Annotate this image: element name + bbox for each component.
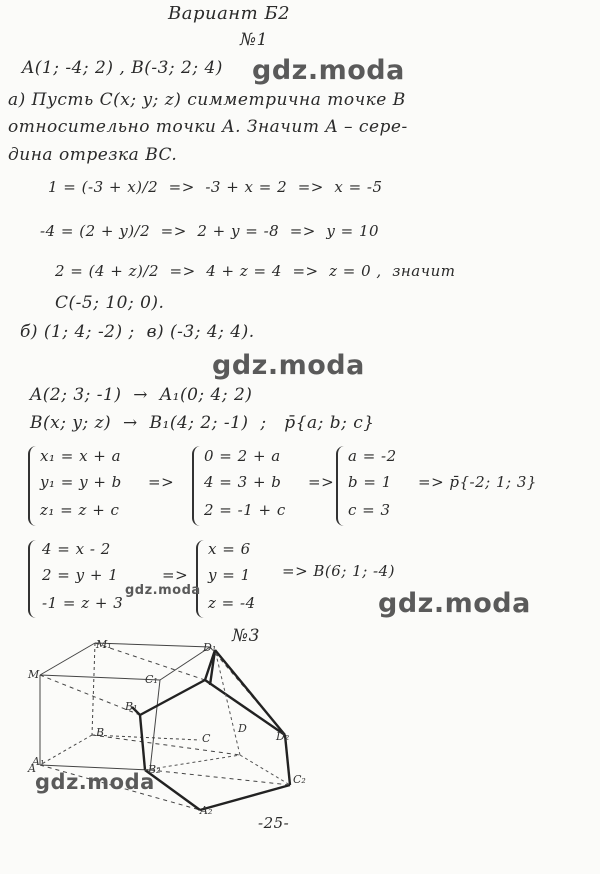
sys4-line-3: -1 = z + 3: [42, 594, 124, 612]
task1-a-intro-1: а) Пусть C(x; y; z) симметрична точке B: [8, 90, 406, 110]
task1-b-answer: б) (1; 4; -2) ; в) (-3; 4; 4).: [20, 322, 255, 342]
task1-eq-y: -4 = (2 + y)/2 => 2 + y = -8 => y = 10: [40, 222, 380, 240]
sys1-line-3: z₁ = z + c: [40, 501, 120, 519]
sys4-line-1: 4 = x - 2: [42, 540, 111, 558]
label-c2: C₂: [293, 773, 306, 786]
prism-translation-figure: [0, 625, 600, 840]
sys5-line-1: x = 6: [208, 540, 251, 558]
sys-arrow-1: =>: [148, 473, 175, 491]
sys2-line-3: 2 = -1 + c: [204, 501, 286, 519]
label-c: C: [202, 732, 211, 745]
task2-map-a: A(2; 3; -1) → A₁(0; 4; 2): [30, 385, 253, 405]
p-vector-result: => p̄{-2; 1; 3}: [418, 473, 537, 491]
label-a2: A₂: [200, 804, 213, 817]
watermark-4: gdz.moda: [35, 770, 155, 794]
sys1-line-2: y₁ = y + b: [40, 473, 122, 491]
task2-map-b: B(x; y; z) → B₁(4; 2; -1) ; p̄{a; b; c}: [30, 413, 375, 433]
sys1-line-1: x₁ = x + a: [40, 447, 122, 465]
b-point-result: => B(6; 1; -4): [282, 562, 395, 580]
variant-title: Вариант Б2: [168, 3, 291, 24]
sys3-line-2: b = 1: [348, 473, 392, 491]
label-d1: D₁: [203, 641, 217, 654]
page-number: -25-: [258, 814, 290, 832]
task1-a-intro-2: относительно точки A. Значит A – сере-: [8, 117, 408, 137]
label-m1: M₁: [96, 638, 112, 651]
task3-number: №3: [232, 626, 260, 646]
sys3-line-1: a = -2: [348, 447, 397, 465]
sys5-line-2: y = 1: [208, 566, 251, 584]
sys-arrow-2: =>: [308, 473, 335, 491]
system-brace-3: [336, 446, 348, 526]
label-b1: B₁: [125, 700, 138, 713]
system-brace-1: [28, 446, 40, 526]
system-brace-2: [192, 446, 204, 526]
label-b2: B₂: [148, 763, 161, 776]
label-a: A: [28, 762, 36, 775]
label-d2: D₂: [276, 730, 290, 743]
sys4-line-2: 2 = y + 1: [42, 566, 119, 584]
sys3-line-3: c = 3: [348, 501, 391, 519]
label-m: M: [28, 668, 40, 681]
task1-a-intro-3: дина отрезка BC.: [8, 145, 178, 165]
task1-eq-x: 1 = (-3 + x)/2 => -3 + x = 2 => x = -5: [48, 178, 383, 196]
sys5-line-3: z = -4: [208, 594, 256, 612]
label-d: D: [238, 722, 247, 735]
label-a1: A₁: [32, 755, 45, 768]
sys2-line-1: 0 = 2 + a: [204, 447, 281, 465]
watermark-small: gdz.moda: [125, 583, 201, 598]
watermark-2: gdz.moda: [212, 350, 365, 381]
system-brace-4: [28, 540, 40, 618]
label-c1: C₁: [145, 673, 158, 686]
sys-arrow-3: =>: [162, 566, 189, 584]
task1-answer-c: C(-5; 10; 0).: [55, 293, 165, 313]
watermark-3: gdz.moda: [378, 588, 531, 619]
task1-points: A(1; -4; 2) , B(-3; 2; 4): [22, 58, 223, 78]
watermark-1: gdz.moda: [252, 55, 405, 86]
system-brace-5: [196, 540, 208, 618]
task1-eq-z: 2 = (4 + z)/2 => 4 + z = 4 => z = 0 , значит: [55, 262, 456, 280]
label-b: B: [96, 726, 105, 739]
sys2-line-2: 4 = 3 + b: [204, 473, 282, 491]
task1-number: №1: [240, 30, 268, 50]
